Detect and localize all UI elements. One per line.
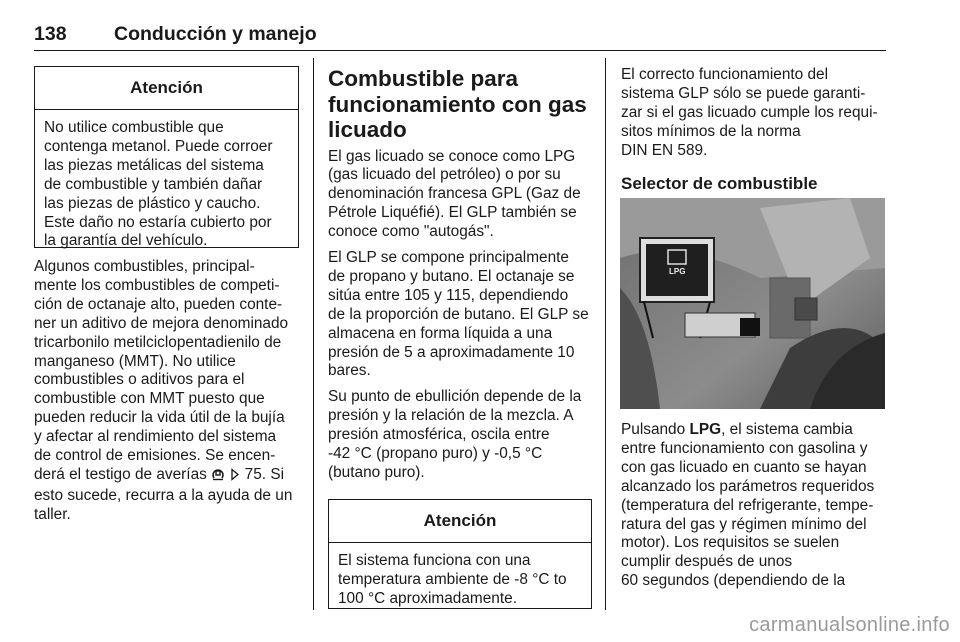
text-line: Algunos combustibles, principal‐: [34, 258, 255, 275]
text-line: alcanzado los parámetros requeridos: [621, 477, 875, 495]
text-line: El sistema funciona con una: [338, 551, 531, 569]
column-1: [34, 66, 299, 525]
text-line: pueden reducir la vida útil de la bujía: [34, 409, 285, 427]
column-2: [328, 66, 592, 609]
text-line: y afectar al rendimiento del sistema: [34, 428, 277, 446]
text-line: contenga metanol. Puede corroer: [44, 137, 273, 155]
text-line: almacena en forma líquida a una: [328, 324, 553, 342]
paragraph: [328, 388, 592, 483]
page-header: [34, 20, 886, 51]
malfunction-lamp-icon: [211, 467, 226, 487]
text-line: conoce como "autogás".: [328, 223, 494, 241]
text-line: El correcto funcionamiento del: [621, 66, 829, 83]
column-divider: [605, 58, 606, 610]
text-line: las piezas metálicas del sistema: [44, 156, 264, 174]
ref-prefix: derá el testigo de averías: [34, 465, 207, 483]
notice-title: Atención: [35, 67, 298, 110]
text-line: ción de octanaje alto, pueden conte‐: [34, 295, 283, 313]
text-line: 60 segundos (dependiendo de la: [621, 572, 846, 590]
column-3: [621, 66, 891, 193]
text-line: de combustible y también dañar: [44, 175, 263, 193]
notice-title: Atención: [329, 500, 591, 543]
fuel-selector-photo: [620, 198, 885, 409]
body-paragraph: [34, 258, 299, 525]
text-line: sitúa entre 105 y 115, dependiendo: [328, 286, 569, 304]
text-line: con gas licuado en cuanto se hayan: [621, 458, 867, 476]
text-line: sitos mínimos de la norma: [621, 122, 801, 140]
text-line: manganeso (MMT). No utilice: [34, 352, 236, 370]
notice-body: [35, 110, 298, 261]
text-line: combustibles o aditivos para el: [34, 371, 245, 389]
paragraph: [328, 148, 592, 243]
notice-box: [34, 66, 299, 248]
text-line: combustible con MMT puesto que: [34, 390, 265, 408]
lpg-button-label: LPG: [669, 267, 686, 276]
column-3-continued: [621, 421, 891, 591]
text-line: zar si el gas licuado cumple los requi‐: [621, 103, 878, 121]
text-line: taller.: [34, 505, 71, 523]
text-line: mente los combustibles de competi‐: [34, 276, 280, 294]
text-line: presión de 5 a aproximadamente 10: [328, 343, 575, 361]
notice-body: [329, 543, 591, 619]
text-line: de la proporción de butano. El GLP se: [328, 305, 589, 323]
text-line: esto sucede, recurra a la ayuda de un: [34, 486, 293, 504]
text-line: de propano y butano. El octanaje se: [328, 267, 575, 285]
text-line: presión y la relación de la mezcla. A: [328, 407, 574, 425]
text-line: Este daño no estaría cubierto por: [44, 213, 272, 231]
text-line: presión atmosférica, oscila entre: [328, 426, 550, 444]
text-line: las piezas de plástico y caucho.: [44, 194, 261, 212]
column-divider: [313, 58, 314, 610]
text-line: ratura del gas y régimen mínimo del: [621, 515, 867, 533]
text-line: denominación francesa GPL (Gaz de: [328, 185, 581, 203]
text-line: Pétrole Liquéfié). El GLP también se: [328, 204, 577, 222]
text-line: sistema GLP sólo se puede garanti‐: [621, 84, 866, 102]
text-line: ner un aditivo de mejora denominado: [34, 314, 289, 332]
text-line: El gas licuado se conoce como LPG: [328, 147, 576, 165]
text-line: entre funcionamiento con gasolina y: [621, 439, 868, 457]
section-heading: Combustible para funcionamiento con gas licuado: [328, 66, 587, 142]
text-line: (butano puro).: [328, 464, 425, 481]
ref-suffix: 75. Si: [244, 465, 285, 483]
page-reference-icon: [230, 468, 240, 487]
paragraph: [328, 249, 592, 381]
text-line: la garantía del vehículo.: [44, 232, 208, 250]
text-line: de control de emisiones. Se encen‐: [34, 447, 276, 465]
notice-box: [328, 499, 592, 609]
chapter-title: Conducción y manejo: [114, 23, 317, 45]
text-line: (temperatura del refrigerante, tempe‐: [621, 496, 874, 514]
text-line: cumplir después de unos: [621, 553, 793, 571]
watermark: carmanualsonline.info: [749, 614, 950, 636]
text-line: (gas licuado del petróleo) o por su: [328, 166, 561, 184]
text-line: El GLP se compone principalmente: [328, 249, 569, 267]
text-line: temperatura ambiente de -8 °C to: [338, 570, 567, 588]
text-line: Su punto de ebullición depende de la: [328, 388, 582, 406]
text-line: [34, 466, 299, 487]
lpg-button-ref: LPG: [689, 421, 722, 438]
text-line: bares.: [328, 362, 371, 380]
text-line: Pulsando LPG, el sistema cambia: [621, 421, 853, 438]
text-line: tricarbonilo metilciclopentadienilo de: [34, 333, 282, 351]
text-line: motor). Los requisitos se suelen: [621, 534, 840, 552]
text-line: DIN EN 589.: [621, 141, 708, 159]
text-line: No utilice combustible que: [44, 119, 224, 136]
text-line: 100 °C aproximadamente.: [338, 589, 517, 607]
paragraph: [621, 66, 891, 161]
text-line: -42 °C (propano puro) y -0,5 °C: [328, 445, 543, 463]
subsection-heading: Selector de combustible: [621, 173, 818, 193]
page-number: 138: [34, 23, 67, 45]
